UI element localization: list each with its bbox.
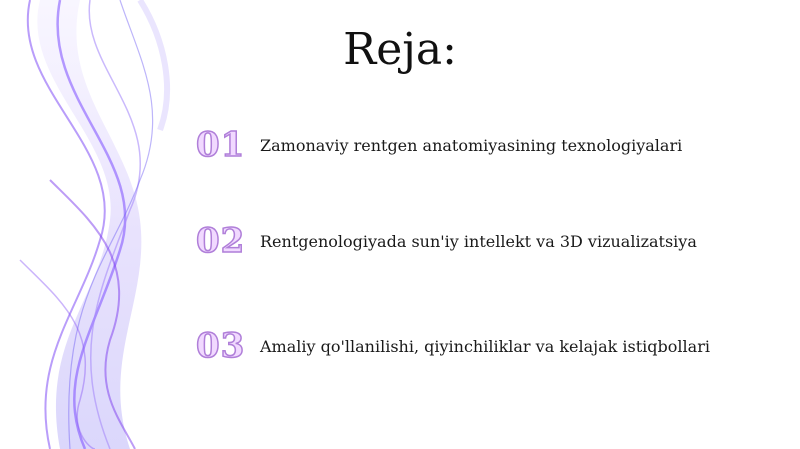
- slide-title: Reja:: [343, 24, 457, 75]
- agenda-item-number: 01: [196, 125, 246, 165]
- agenda-item-number: 02: [196, 221, 246, 261]
- agenda-item-label: Rentgenologiyada sun'iy intellekt va 3D vizualizatsiya: [260, 231, 697, 251]
- agenda-item: [196, 216, 756, 266]
- agenda-item: [196, 120, 756, 170]
- agenda-item: [196, 321, 756, 371]
- agenda-item-label: Zamonaviy rentgen anatomiyasining texnologiyalari: [260, 135, 683, 155]
- agenda-item-label: Amaliy qo'llanilishi, qiyinchiliklar va kelajak istiqbollari: [260, 336, 710, 356]
- decorative-wave-ribbon: [0, 0, 200, 449]
- agenda-item-number: 03: [196, 326, 246, 366]
